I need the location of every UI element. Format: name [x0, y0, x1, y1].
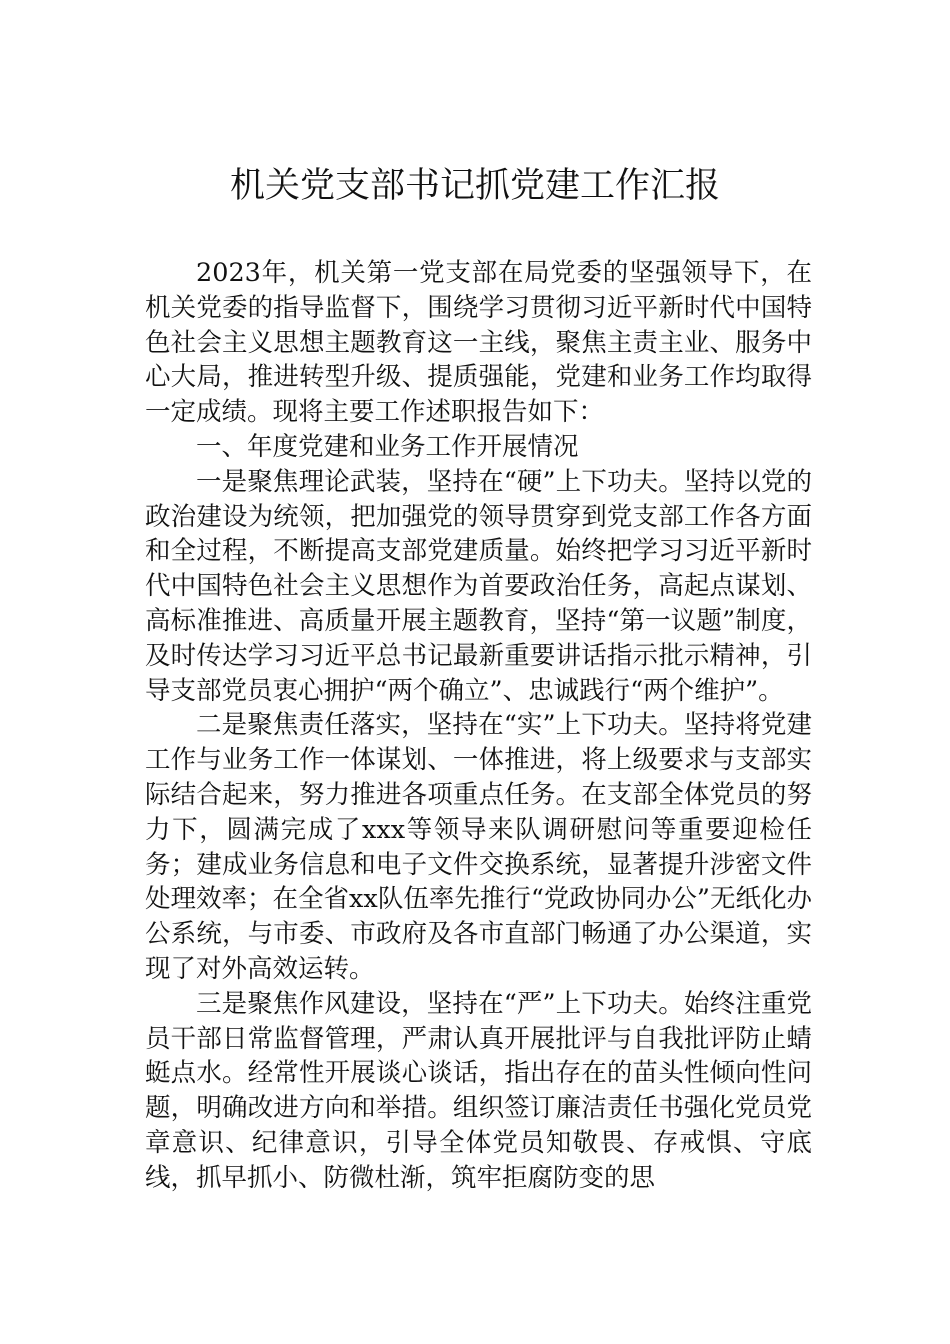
intro-paragraph: 2023年，机关第一党支部在局党委的坚强领导下，在机关党委的指导监督下，围绕学习贯彻习近平新时代中国特色社会主义思想主题教育这一主线，聚焦主责主业、服务中心大局，推进转型升级、提质强能，党建和业务工作均取得一定成绩。现将主要工作述职报告如下： — [145, 258, 812, 428]
paragraph-theory: 一是聚焦理论武装，坚持在“硬”上下功夫。坚持以党的政治建设为统领，把加强党的领导贯穿到党支部工作各方面和全过程，不断提高支部党建质量。始终把学习习近平新时代中国特色社会主义思想作为首要政治任务，高起点谋划、高标准推进、高质量开展主题教育，坚持“第一议题”制度，及时传达学习习近平总书记最新重要讲话指示批示精神，引导支部党员衷心拥护“两个确立”、忠诚践行“两个维护”。 — [145, 466, 812, 706]
paragraph-responsibility: 二是聚焦责任落实，坚持在“实”上下功夫。坚持将党建工作与业务工作一体谋划、一体推进，将上级要求与支部实际结合起来，努力推进各项重点任务。在支部全体党员的努力下，圆满完成了xxx等领导来队调研慰问等重要迎检任务；建成业务信息和电子文件交换系统，显著提升涉密文件处理效率；在全省xx队伍率先推行“党政协同办公”无纸化办公系统，与市委、市政府及各市直部门畅通了办公渠道，实现了对外高效运转。 — [145, 710, 812, 984]
document-body — [145, 256, 812, 1196]
document-title: 机关党支部书记抓党建工作汇报 — [229, 166, 720, 206]
section-heading: 一、年度党建和业务工作开展情况 — [196, 431, 579, 462]
paragraph-conduct: 三是聚焦作风建设，坚持在“严”上下功夫。始终注重党员干部日常监督管理，严肃认真开展批评与自我批评防止蜻蜓点水。经常性开展谈心谈话，指出存在的苗头性倾向性问题，明确改进方向和举措。组织签订廉洁责任书强化党员党章意识、纪律意识，引导全体党员知敬畏、存戒惧、守底线，抓早抓小、防微杜渐，筑牢拒腐防变的思 — [145, 988, 812, 1193]
